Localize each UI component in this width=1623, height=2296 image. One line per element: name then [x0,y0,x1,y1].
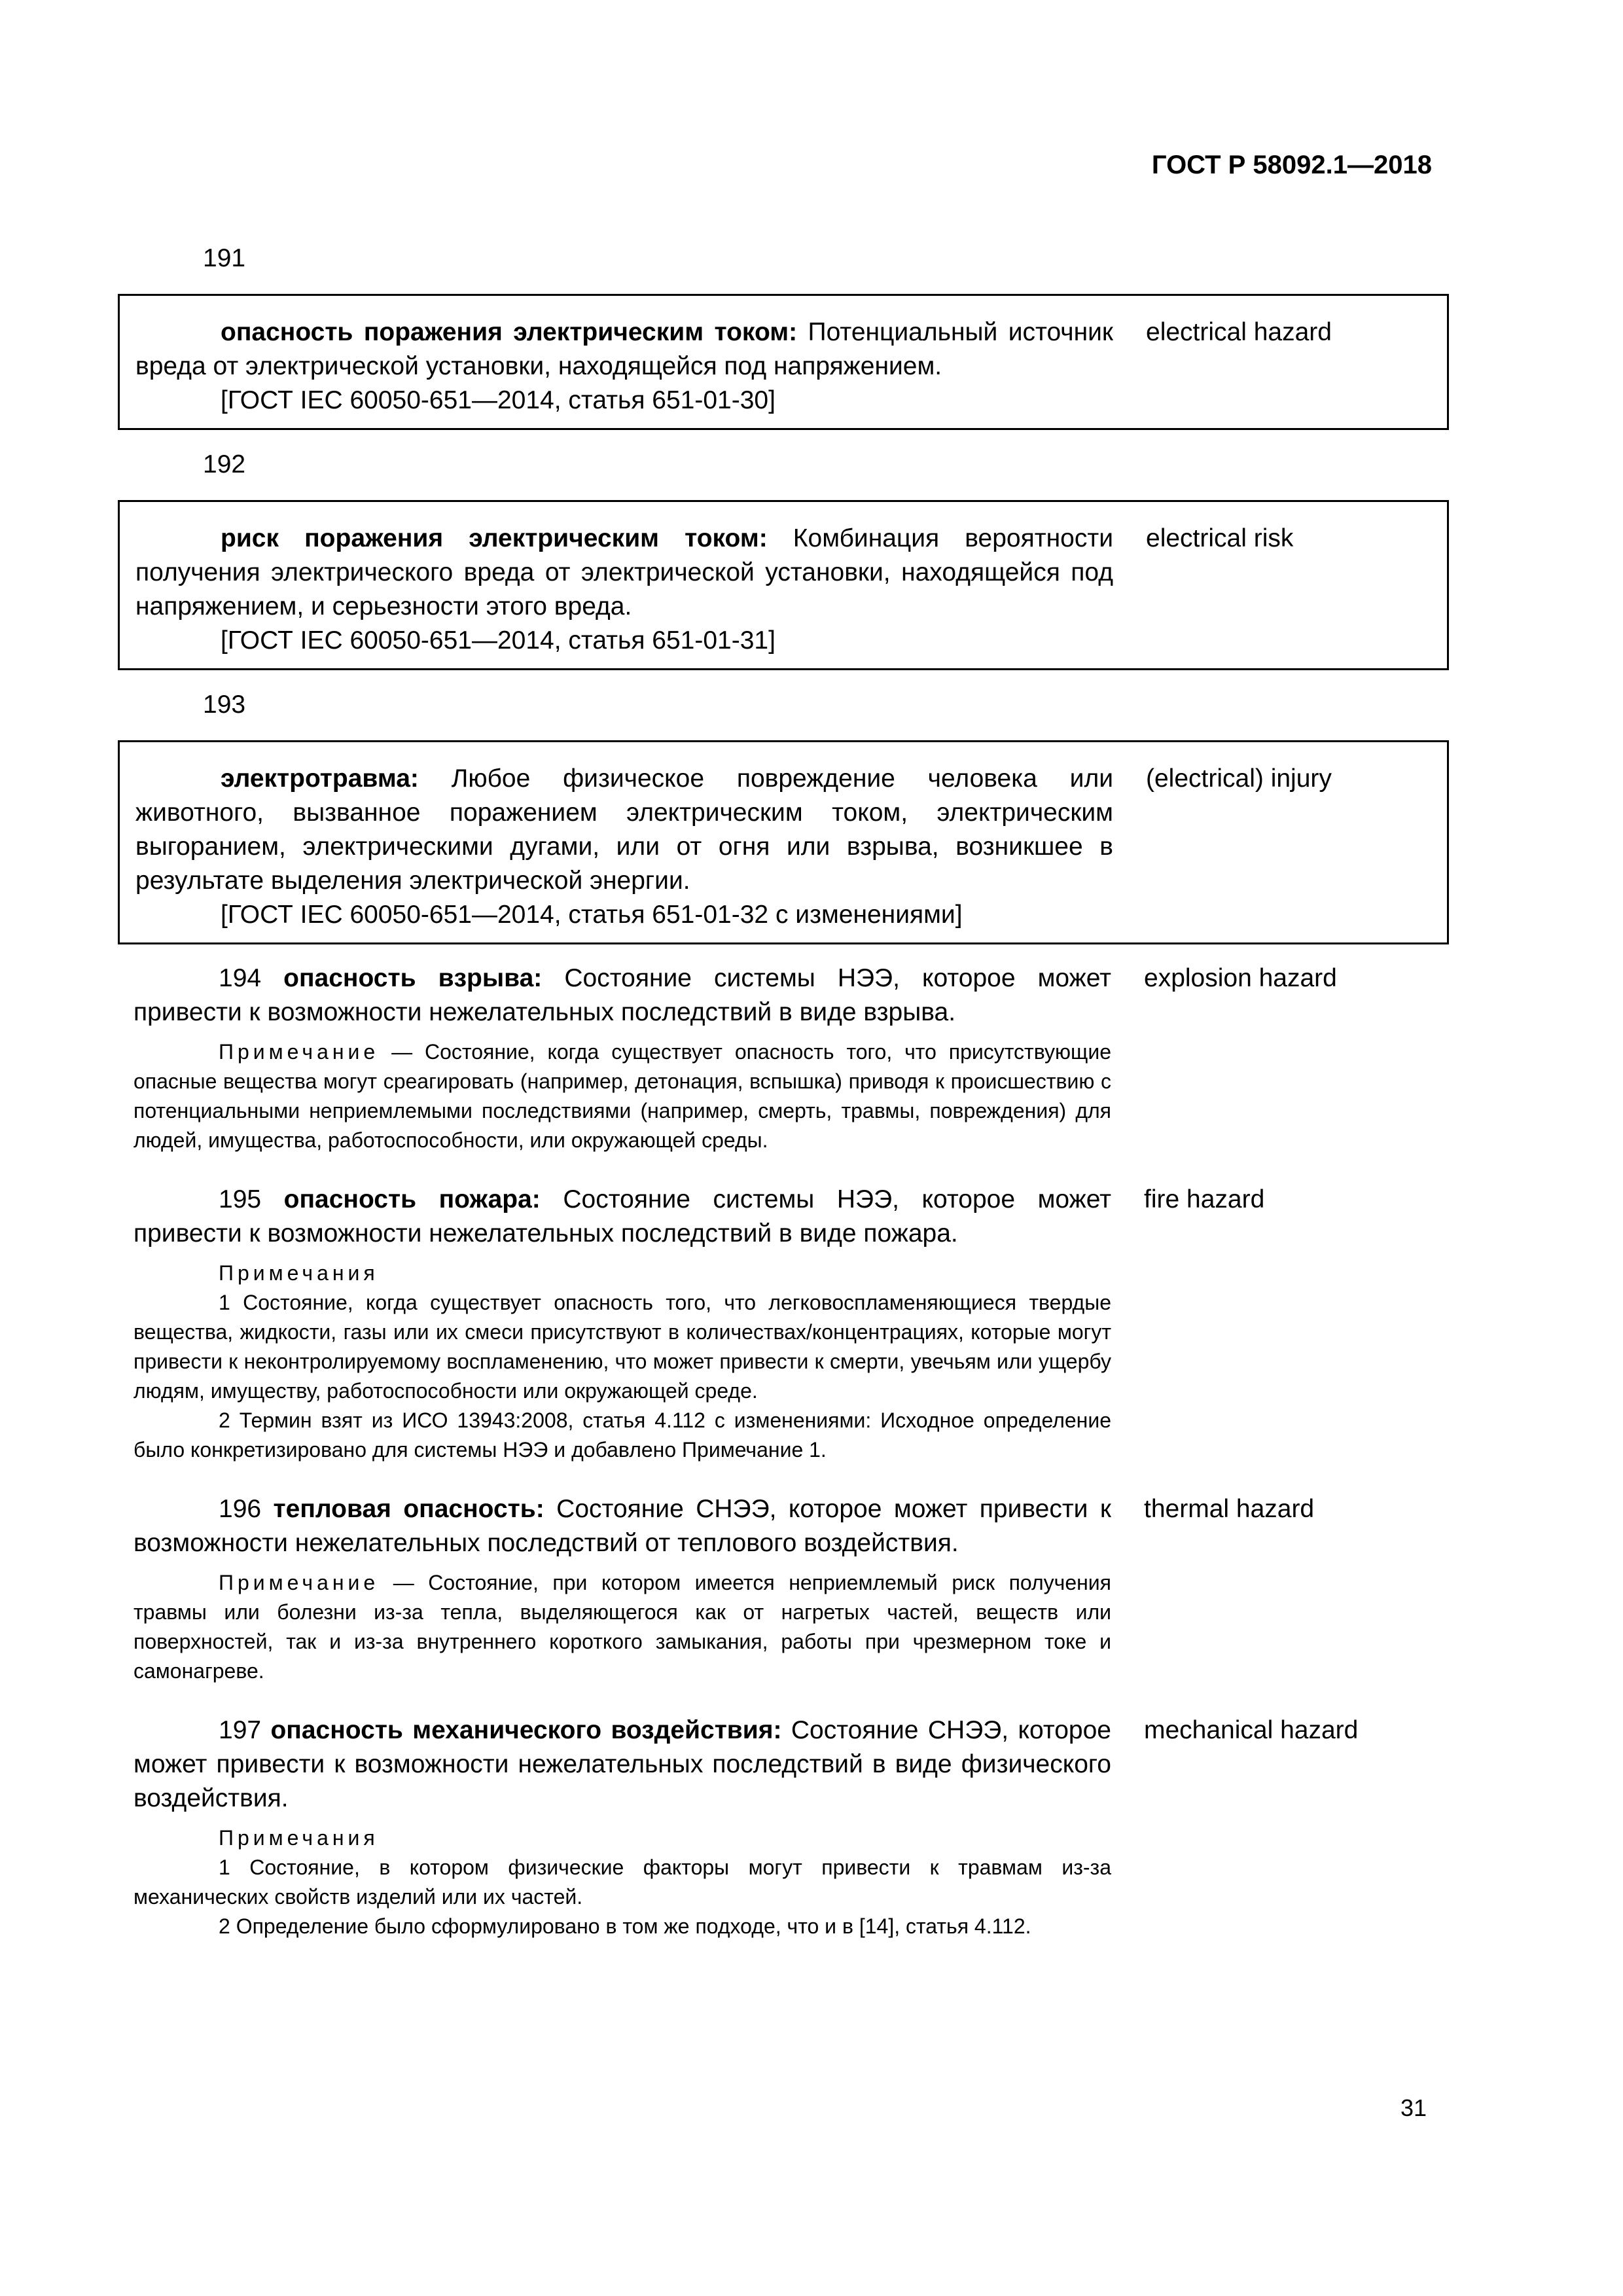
term-number: 197 [219,1716,262,1744]
term-note-1: 1 Состояние, когда существует опасность того, что легковоспламеняющиеся твердые вещества, жидкости, газы или их смеси присутствуют в количествах/концентрациях, которые могут привести к неконтролируемому воспламенению, что может привести к смерти, увечьям или ущербу людям, имуществу, работоспособности или окружающей среде. [134,1291,1111,1403]
term-title: электротравма: [221,764,419,793]
term-definition: риск поражения электрическим током: Комбинация вероятности получения электрического вреда от электрической установки, находящейся под напряжением, и серьезности этого вреда. [135,524,1113,620]
term-definition: электротравма: Любое физическое повреждение человека или животного, вызванное поражением электрическим током, электрическим выгоранием, электрическими дугами, или от огня или взрыва, возникшее в результате выделения электрической энергии. [135,764,1113,895]
term-source: [ГОСТ IEC 60050-651—2014, статья 651-01-32 с изменениями] [221,901,963,929]
term-entry-193 [118,740,1449,944]
notes-title: Примечания [219,1826,379,1850]
notes-title: Примечания [219,1261,379,1285]
term-title: опасность механического воздействия: [270,1716,782,1744]
term-entry-192 [118,500,1449,670]
term-entry-191 [118,294,1449,430]
term-english: explosion hazard [1144,964,1337,992]
term-number: 192 [203,450,246,478]
term-note: Примечание — Состояние, при котором имеется неприемлемый риск получения травмы или болезни из-за тепла, выделяющегося как от нагретых частей, веществ или поверхностей, так и из-за внутреннего короткого замыкания, работы при чрезмерном токе и самонагреве. [134,1571,1111,1683]
term-english: electrical hazard [1146,318,1332,346]
term-title: тепловая опасность: [273,1495,544,1523]
term-definition: 194 опасность взрыва: Состояние системы НЭЭ, которое может привести к возможности нежелательных последствий в виде взрыва. [134,964,1112,1026]
term-title: опасность взрыва: [283,964,543,992]
term-entry-195 [118,1183,1449,1465]
term-definition: опасность поражения электрическим током: Потенциальный источник вреда от электрической установки, находящейся под напряжением. [135,318,1113,380]
term-english: electrical risk [1146,524,1294,552]
term-entry-196 [118,1492,1449,1686]
term-number: 196 [219,1495,262,1523]
term-definition: 197 опасность механического воздействия: Состояние СНЭЭ, которое может привести к возможности нежелательных последствий в виде физического воздействия. [134,1716,1111,1812]
term-title: риск поражения электрическим током: [221,524,768,552]
term-source: [ГОСТ IEC 60050-651—2014, статья 651-01-30] [221,386,776,414]
term-english: mechanical hazard [1144,1716,1359,1744]
term-source: [ГОСТ IEC 60050-651—2014, статья 651-01-31] [221,626,776,655]
term-note-1: 1 Состояние, в котором физические факторы могут привести к травмам из-за механических свойств изделий или их частей. [134,1856,1111,1909]
term-english: fire hazard [1144,1185,1265,1213]
term-title: опасность поражения электрическим током: [221,318,798,346]
term-number: 193 [203,691,246,719]
term-entry-197 [118,1713,1449,1941]
note-label: Примечание [219,1571,380,1594]
term-english: thermal hazard [1144,1495,1315,1523]
term-number: 194 [219,964,262,992]
document-header: ГОСТ Р 58092.1—2018 [1151,151,1432,179]
page-number: 31 [1400,2094,1427,2121]
term-number: 191 [203,244,246,272]
note-label: Примечание [219,1040,380,1064]
term-english: (electrical) injury [1146,764,1332,793]
term-entry-194 [118,961,1449,1155]
term-title: опасность пожара: [283,1185,541,1213]
term-note: Примечание — Состояние, когда существует опасность того, что присутствующие опасные вещества могут среагировать (например, детонация, вспышка) приводя к происшествию с потенциальными неприемлемыми последствиями (например, смерть, травмы, повреждения) для людей, имущества, работоспособности, или окружающей среды. [134,1040,1111,1152]
terms-list [118,241,1449,1969]
term-number: 195 [219,1185,262,1213]
term-note-2: 2 Определение было сформулировано в том же подходе, что и в [14], статья 4.112. [219,1914,1031,1938]
term-note-2: 2 Термин взят из ИСО 13943:2008, статья 4.112 с изменениями: Исходное определение было конкретизировано для системы НЭЭ и добавлено Примечание 1. [134,1408,1111,1462]
term-definition: 196 тепловая опасность: Состояние СНЭЭ, которое может привести к возможности нежелательных последствий от теплового воздействия. [134,1495,1111,1557]
term-definition: 195 опасность пожара: Состояние системы НЭЭ, которое может привести к возможности нежелательных последствий в виде пожара. [134,1185,1112,1247]
